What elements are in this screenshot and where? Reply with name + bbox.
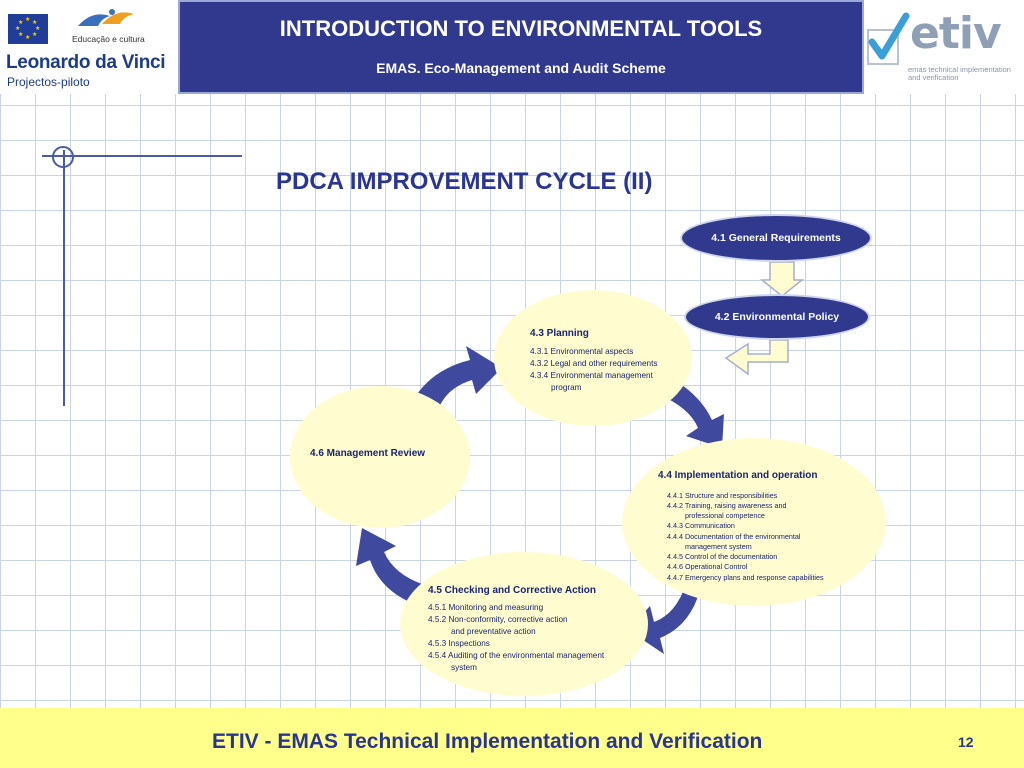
program-title: Leonardo da Vinci (6, 52, 166, 73)
header-subtitle: EMAS. Eco-Management and Audit Scheme (376, 60, 666, 76)
general-requirements-node (680, 214, 872, 262)
implementation-title: 4.4 Implementation and operation (658, 470, 818, 481)
footer-band (0, 708, 1024, 768)
management-review-title: 4.6 Management Review (310, 448, 426, 459)
checking-item: 4.5.4 Auditing of the environmental management (428, 651, 605, 660)
implementation-item: 4.4.4 Documentation of the environmental (667, 532, 801, 541)
planning-item: program (551, 383, 582, 392)
arrow-policy-to-planning (726, 340, 788, 374)
planning-item: 4.3.2 Legal and other requirements (530, 359, 658, 368)
checking-item: and preventative action (451, 627, 536, 636)
implementation-item: 4.4.2 Training, raising awareness and (667, 501, 787, 510)
planning-item: 4.3.4 Environmental management (530, 371, 653, 380)
implementation-item: 4.4.7 Emergency plans and response capabilities (667, 573, 824, 582)
implementation-item: 4.4.5 Control of the documentation (667, 552, 778, 561)
environmental-policy-node (684, 294, 870, 340)
environmental-policy-label: 4.2 Environmental Policy (714, 311, 840, 323)
general-requirements-label: 4.1 General Requirements (711, 232, 841, 244)
implementation-item: 4.4.3 Communication (667, 521, 735, 530)
implementation-item: professional competence (685, 511, 765, 520)
footer-text: ETIV - EMAS Technical Implementation and Verification (212, 730, 763, 753)
eu-flag-icon: ★ ★ ★ ★ ★ ★ ★ ★ (8, 14, 48, 44)
planning-title: 4.3 Planning (530, 328, 589, 339)
checking-item: 4.5.3 Inspections (428, 639, 490, 648)
header-title: INTRODUCTION TO ENVIRONMENTAL TOOLS (279, 16, 763, 41)
page-number: 12 (958, 734, 974, 750)
implementation-item: management system (685, 542, 752, 551)
checking-item: 4.5.2 Non-conformity, corrective action (428, 615, 568, 624)
implementation-item: 4.4.1 Structure and responsibilities (667, 491, 778, 500)
planning-node (494, 290, 692, 426)
arrow-general-to-policy (762, 262, 802, 296)
checking-title: 4.5 Checking and Corrective Action (428, 585, 597, 596)
program-subtitle: Projectos-piloto (7, 75, 90, 89)
slide-title: PDCA IMPROVEMENT CYCLE (II) (276, 168, 653, 195)
implementation-item: 4.4.6 Operational Control (667, 562, 748, 571)
checking-item: 4.5.1 Monitoring and measuring (428, 603, 544, 612)
etiv-wordmark: etiv (910, 8, 1001, 59)
edu-label: Educação e cultura (72, 34, 145, 44)
etiv-tagline: emas technical implementation and verification (908, 65, 1011, 82)
planning-item: 4.3.1 Environmental aspects (530, 347, 634, 356)
checking-item: system (451, 663, 477, 672)
